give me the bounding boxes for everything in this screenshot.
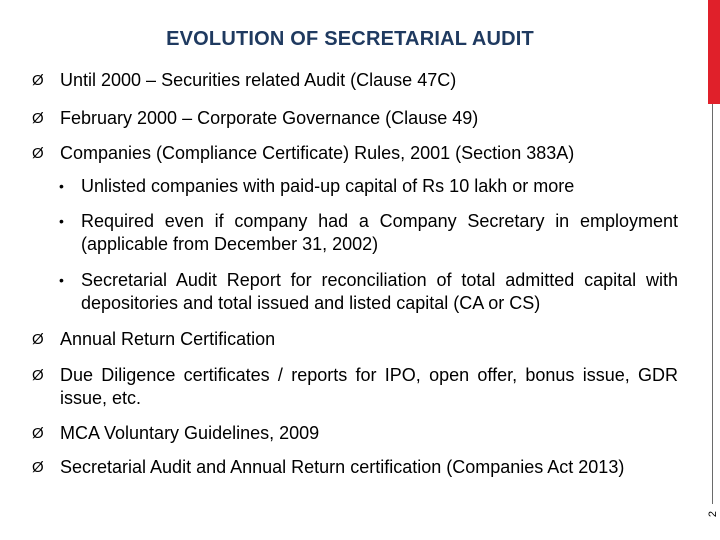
bullet-text: February 2000 – Corporate Governance (Clause 49) xyxy=(60,108,479,128)
dot-bullet-icon: • xyxy=(59,213,64,229)
sub-bullet-item xyxy=(59,269,678,315)
arrow-bullet-icon: Ø xyxy=(32,425,44,442)
dot-bullet-icon: • xyxy=(59,272,64,288)
bullet-item xyxy=(32,69,678,92)
arrow-bullet-icon: Ø xyxy=(32,367,44,384)
bullet-text: Companies (Compliance Certificate) Rules, 2001 (Section 383A) xyxy=(60,143,575,163)
slide-title: EVOLUTION OF SECRETARIAL AUDIT xyxy=(166,28,534,50)
bullet-text: MCA Voluntary Guidelines, 2009 xyxy=(60,423,320,443)
arrow-bullet-icon: Ø xyxy=(32,110,44,127)
bullet-text: Until 2000 – Securities related Audit (Clause 47C) xyxy=(60,70,457,90)
arrow-bullet-icon: Ø xyxy=(32,72,44,89)
bullet-item xyxy=(32,107,678,130)
arrow-bullet-icon: Ø xyxy=(32,331,44,348)
bullet-item xyxy=(32,456,678,479)
bullet-item xyxy=(32,142,678,165)
sub-bullet-text: Unlisted companies with paid-up capital of Rs 10 lakh or more xyxy=(81,176,575,196)
bullet-item xyxy=(32,328,678,351)
dot-bullet-icon: • xyxy=(59,178,64,194)
bullet-text: Annual Return Certification xyxy=(60,329,276,349)
arrow-bullet-icon: Ø xyxy=(32,145,44,162)
bullet-text: Secretarial Audit and Annual Return certification (Companies Act 2013) xyxy=(60,457,625,477)
sub-bullet-text: Secretarial Audit Report for reconciliation of total admitted capital with depositories and total issued and listed capital (CA or CS) xyxy=(81,270,678,313)
accent-bar xyxy=(708,0,720,104)
bullet-item xyxy=(32,422,678,445)
sub-bullet-item xyxy=(59,175,678,198)
sub-bullet-item xyxy=(59,210,678,256)
page-number: 2 xyxy=(706,510,719,518)
right-divider xyxy=(712,104,713,504)
sub-bullet-text: Required even if company had a Company Secretary in employment (applicable from December 31, 2002) xyxy=(81,211,678,254)
arrow-bullet-icon: Ø xyxy=(32,459,44,476)
bullet-item xyxy=(32,364,678,410)
bullet-text: Due Diligence certificates / reports for IPO, open offer, bonus issue, GDR issue, etc. xyxy=(60,365,678,408)
